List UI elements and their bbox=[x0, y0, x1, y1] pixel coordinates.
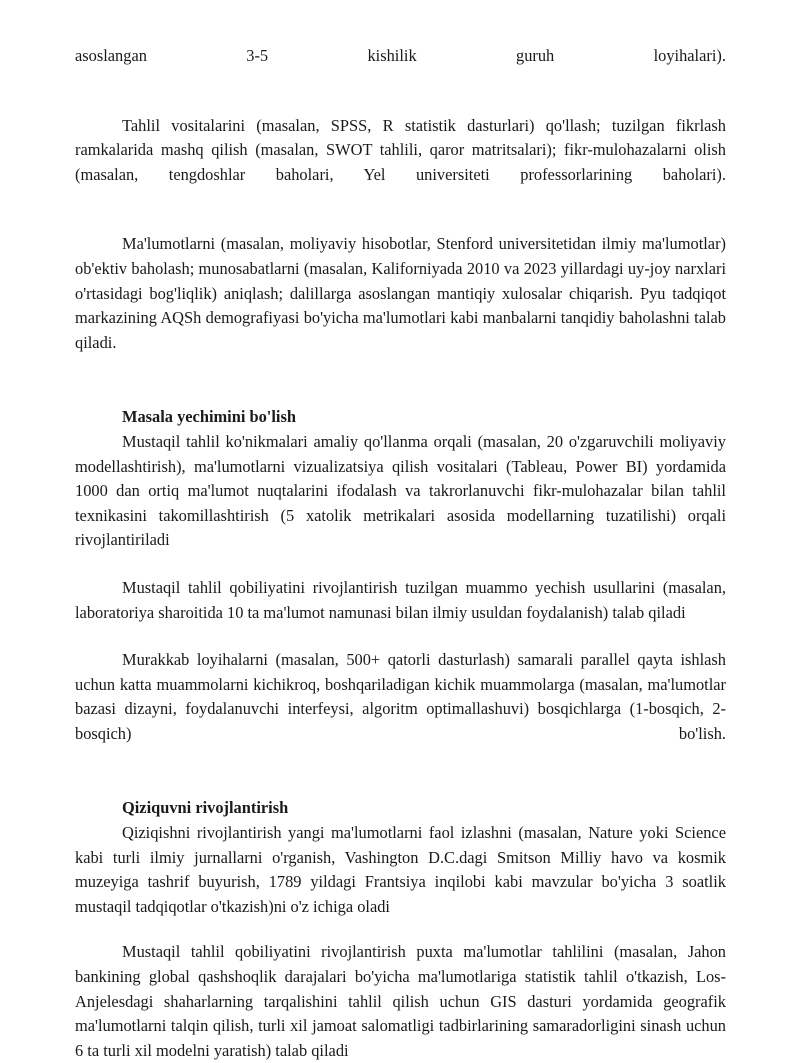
section-heading-problem-solving: Masala yechimini bo'lish bbox=[122, 407, 296, 427]
word-2: 3-5 bbox=[246, 46, 269, 65]
document-page bbox=[75, 44, 726, 1063]
paragraph-data-analysis: Mustaqil tahlil qobiliyatini rivojlantirish puxta ma'lumotlar tahlilini (masalan, Jahon bankining global qashshoqlik darajalari bo'yicha ma'lumotlariga statistik tahlil o'tkazish, Los-Anjelesdagi shaharlarning tarqalishini tahlil qilish uchun GIS dasturi yordamida geografik ma'lumotlarni talqin qilish, turli xil jamoat salomatligi tadbirlarining samaradorligini sinash uchun 6 ta turli xil modelni yaratish) talab qiladi bbox=[75, 942, 726, 1060]
paragraph-curiosity: Qiziqishni rivojlantirish yangi ma'lumotlarni faol izlashni (masalan, Nature yoki Science kabi turli ilmiy jurnallarni o'rganish, Vashington D.C.dagi Smitson Milliy havo va kosmik muzeyiga tashrif buyurish, 1789 yildagi Frantsiya inqilobi kabi mavzular bo'yicha 3 soatlik mustaqil tadqiqotlar o'tkazish)ni o'z ichiga oladi bbox=[75, 823, 726, 916]
word-3: kishilik bbox=[367, 46, 417, 65]
paragraph-problem-methods: Mustaqil tahlil qobiliyatini rivojlantirish tuzilgan muammo yechish usullarini (masalan, laboratoriya sharoitida 10 ta ma'lumot namunasi bilan ilmiy usuldan foydalanish) talab qiladi bbox=[75, 577, 726, 622]
word-5: loyihalari). bbox=[653, 46, 726, 65]
paragraph-data-evaluation: Ma'lumotlarni (masalan, moliyaviy hisobotlar, Stenford universitetidan ilmiy ma'lumotlar) ob'ektiv baholash; munosabatlarni (masalan, Kaliforniyada 2010 va 2023 yillardagi uy-joy narxlari o'rtasidagi bog'liqlik) aniqlash; dalillarga asoslangan mantiqiy xulosalar chiqarish. Pyu tadqiqot markazining AQSh demografiyasi bo'yicha ma'lumotlari kabi manbalarni tanqidiy baholashni talab qiladi. bbox=[75, 234, 726, 352]
continuation-line bbox=[75, 44, 726, 69]
paragraph-complex-projects: Murakkab loyihalarni (masalan, 500+ qatorli dasturlash) samarali parallel qayta ishlash uchun katta muammolarni kichikroq, boshqariladigan kichik muammolarga (masalan, ma'lumotlar bazasi dizayni, foydalanuvchi interfeysi, algoritm optimallashuvi) bosqichlarga (1-bosqich, 2-bosqich) bo'lish. bbox=[75, 650, 726, 743]
word-1: asoslangan bbox=[75, 46, 147, 65]
paragraph-analysis-tools: Tahlil vositalarini (masalan, SPSS, R statistik dasturlari) qo'llash; tuzilgan fikrlash ramkalarida mashq qilish (masalan, SWOT tahlili, qaror matritsalari); fikr-mulohazalarni olish (masalan, tengdoshlar baholari, Yel universiteti professorlarining baholari). bbox=[75, 115, 726, 184]
section-heading-curiosity: Qiziquvni rivojlantirish bbox=[122, 798, 289, 818]
word-4: guruh bbox=[516, 46, 555, 65]
paragraph-independent-analysis: Mustaqil tahlil ko'nikmalari amaliy qo'llanma orqali (masalan, 20 o'zgaruvchili moliyaviy modellashtirish), ma'lumotlarni vizualizatsiya qilish vositalari (Tableau, Power BI) yordamida 1000 dan ortiq ma'lumot nuqtalarini ifodalash va takrorlanuvchi fikr-mulohazalar bilan tahlil texnikasini takomillashtirish (5 xatolik metrikalari asosida modellarning tuzatilishi) orqali rivojlantiriladi bbox=[75, 431, 726, 550]
